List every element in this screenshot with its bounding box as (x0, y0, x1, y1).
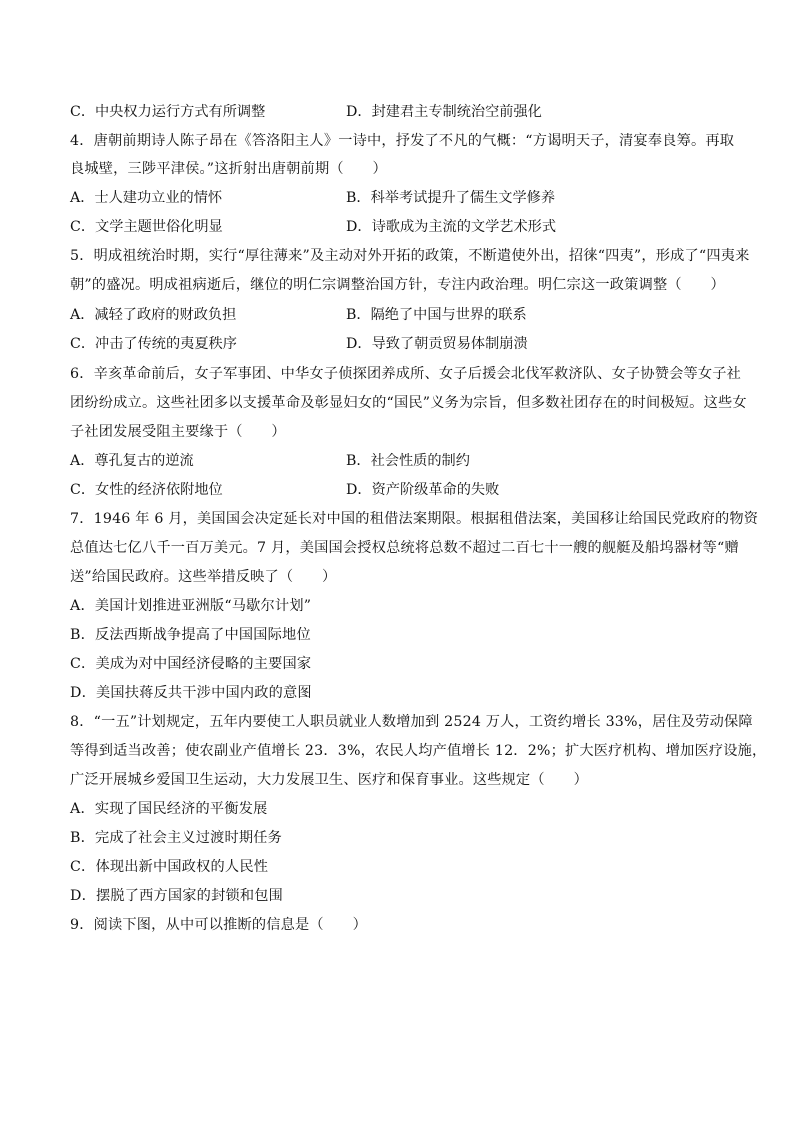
q8-option-b: B．完成了社会主义过渡时期任务 (70, 830, 283, 846)
q4-option-a: A．士人建功立业的情怀 (70, 190, 223, 206)
q4-options-row-cd (70, 217, 730, 237)
q4-stem-line-2: 良城壁，三陟平津侯。”这折射出唐朝前期（ ） (70, 161, 387, 177)
q7-option-c: C．美成为对中国经济侵略的主要国家 (70, 656, 312, 672)
q6-stem-line-1: 6．辛亥革命前后，女子军事团、中华女子侦探团养成所、女子后援会北伐军救济队、女子协赞会等女子社 (70, 366, 742, 382)
q8-stem-line-2: 等得到适当改善；使农副业产值增长 23．3%，农民人均产值增长 12．2%；扩大医疗机构、增加医疗设施， (70, 743, 767, 759)
q6-option-c: C．女性的经济依附地位 (70, 482, 223, 498)
q3-options-row-cd (70, 102, 730, 122)
q6-option-a: A．尊孔复古的逆流 (70, 453, 194, 469)
q8-stem-line-1: 8．“一五”计划规定，五年内要使工人职员就业人数增加到 2524 万人，工资约增长 33%，居住及劳动保障 (70, 714, 753, 730)
q5-options-row-ab (70, 305, 730, 325)
q6-options-row-cd (70, 480, 730, 500)
q8-option-a: A．实现了国民经济的平衡发展 (70, 801, 268, 817)
q4-option-c: C．文学主题世俗化明显 (70, 219, 223, 235)
q5-option-b: B．隔绝了中国与世界的联系 (346, 307, 527, 323)
q7-option-b: B．反法西斯战争提高了中国国际地位 (70, 627, 311, 643)
q5-stem-line-2: 朝”的盛况。明成祖病逝后，继位的明仁宗调整治国方针，专注内政治理。明仁宗这一政策调整（ ） (70, 277, 725, 293)
q3-option-c: C．中央权力运行方式有所调整 (70, 104, 266, 120)
q5-stem-line-1: 5．明成祖统治时期，实行“厚往薄来”及主动对外开拓的政策，不断遣使外出，招徕“四夷”，形成了“四夷来 (70, 248, 750, 264)
q7-stem-line-2: 总值达七亿八千一百万美元。7 月，美国国会授权总统将总数不超过二百七十一艘的舰艇及船坞器材等“赠 (70, 540, 739, 556)
q6-options-row-ab (70, 451, 730, 471)
q4-option-d: D．诗歌成为主流的文学艺术形式 (346, 219, 557, 235)
q6-stem-line-3: 子社团发展受阻主要缘于（ ） (70, 424, 286, 440)
q8-stem-line-3: 广泛开展城乡爱国卫生运动，大力发展卫生、医疗和保育事业。这些规定（ ） (70, 772, 588, 788)
q7-stem-line-3: 送”给国民政府。这些举措反映了（ ） (70, 569, 337, 585)
q9-stem: 9．阅读下图，从中可以推断的信息是（ ） (70, 917, 367, 933)
q8-option-c: C．体现出新中国政权的人民性 (70, 859, 269, 875)
q7-option-d: D．美国扶蒋反共干涉中国内政的意图 (70, 685, 312, 701)
q4-option-b: B．科举考试提升了儒生文学修养 (346, 190, 556, 206)
q5-option-c: C．冲击了传统的夷夏秩序 (70, 336, 237, 352)
q5-option-a: A．减轻了政府的财政负担 (70, 307, 237, 323)
q5-options-row-cd (70, 334, 730, 354)
q6-option-d: D．资产阶级革命的失败 (346, 482, 500, 498)
q5-option-d: D．导致了朝贡贸易体制崩溃 (346, 336, 528, 352)
q6-stem-line-2: 团纷纷成立。这些社团多以支援革命及彰显妇女的“国民”义务为宗旨，但多数社团存在的时间极短。这些女 (70, 395, 747, 411)
q7-option-a: A．美国计划推进亚洲版“马歇尔计划” (70, 598, 312, 614)
q4-stem-line-1: 4．唐朝前期诗人陈子昂在《答洛阳主人》一诗中，抒发了不凡的气概：“方谒明天子，清宴奉良筹。再取 (70, 133, 735, 149)
q6-option-b: B．社会性质的制约 (346, 453, 470, 469)
q4-options-row-ab (70, 188, 730, 208)
q8-option-d: D．摆脱了西方国家的封锁和包围 (70, 888, 284, 904)
q7-stem-line-1: 7．1946 年 6 月，美国国会决定延长对中国的租借法案期限。根据租借法案，美国移让给国民党政府的物资 (70, 511, 759, 527)
q3-option-d: D．封建君主专制统治空前强化 (346, 104, 542, 120)
